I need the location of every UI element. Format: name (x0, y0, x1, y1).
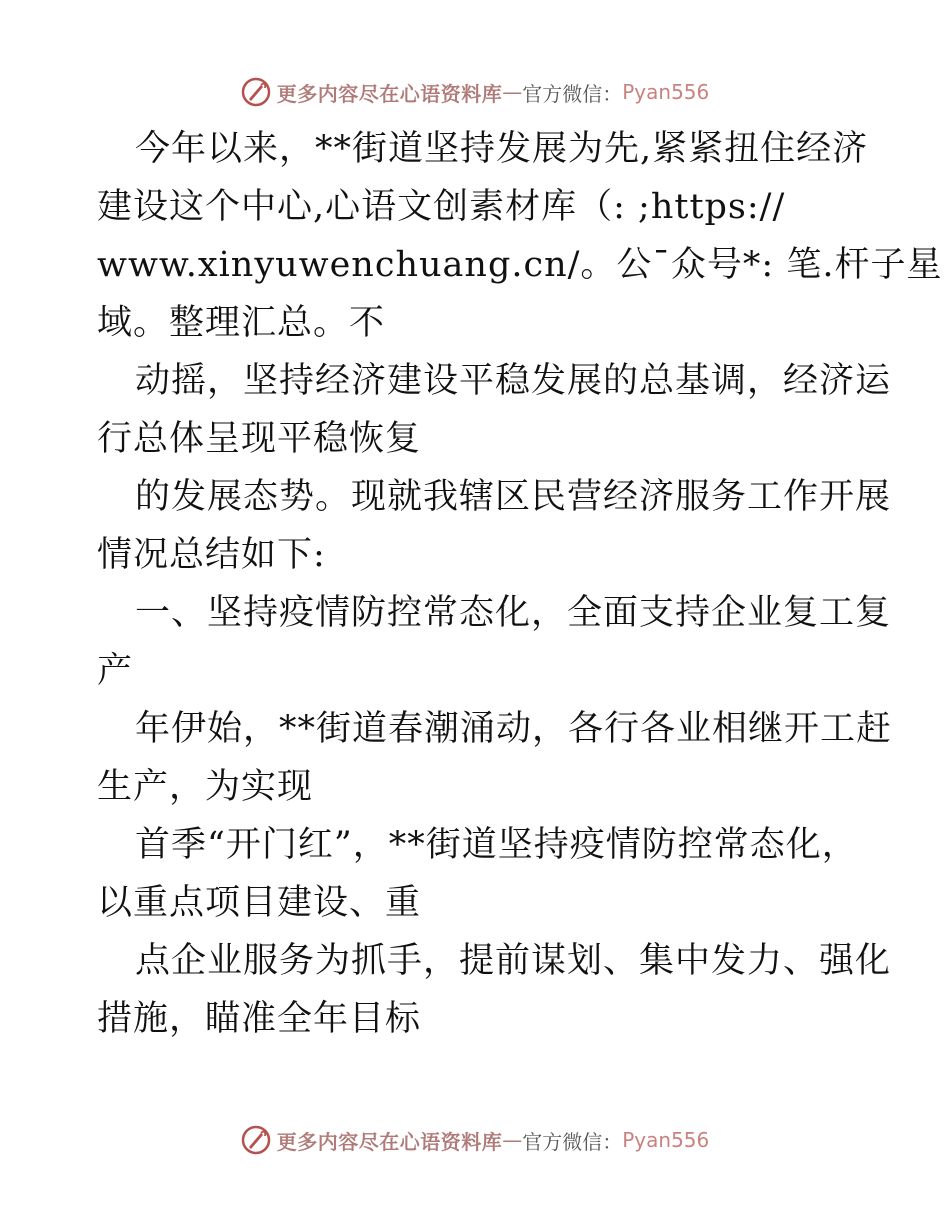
banner-separator: — (502, 80, 523, 104)
paragraph-line: 行总体呈现平稳恢复 (97, 419, 422, 459)
banner-separator: — (502, 1128, 523, 1152)
paragraph-line: www.xinyuwenchuang.cn/。公¯众号*: 笔.杆子星 (97, 245, 943, 285)
document-body (97, 120, 943, 1048)
paragraph-line: 今年以来，**街道坚持发展为先,紧紧扭住经济 (135, 129, 869, 169)
paragraph-line: 以重点项目建设、重 (97, 883, 422, 923)
section-heading-line: 一、坚持疫情防控常态化，全面支持企业复工复 (135, 593, 892, 633)
paragraph-line: 情况总结如下: (97, 535, 326, 575)
header-banner (0, 72, 950, 112)
banner-wechat-label: 官方微信： (522, 81, 623, 106)
paragraph-line: 建设这个中心,心语文创素材库（: ;https:// (97, 187, 786, 227)
paragraph-line: 域。整理汇总。不 (97, 303, 386, 343)
banner-text: 更多内容尽在心语资料库 (276, 1129, 503, 1154)
paragraph-line: 动摇，坚持经济建设平稳发展的总基调，经济运 (135, 361, 892, 401)
paragraph-line: 措施，瞄准全年目标 (97, 999, 422, 1039)
paragraph-line: 首季“开门红”，**街道坚持疫情防控常态化， (135, 825, 858, 865)
paragraph-line: 的发展态势。现就我辖区民营经济服务工作开展 (135, 477, 892, 517)
paragraph-line: 生产，为实现 (97, 767, 314, 807)
banner-wechat-id: Pyan556 (622, 80, 710, 104)
footer-banner (0, 1120, 950, 1160)
feather-pen-logo-icon (241, 1125, 271, 1155)
banner-wechat-id: Pyan556 (622, 1128, 710, 1152)
paragraph-line: 年伊始，**街道春潮涌动，各行各业相继开工赶 (135, 709, 893, 749)
section-heading-line: 产 (97, 651, 134, 691)
banner-text: 更多内容尽在心语资料库 (276, 81, 503, 106)
feather-pen-logo-icon (241, 77, 271, 107)
banner-wechat-label: 官方微信： (522, 1129, 623, 1154)
paragraph-line: 点企业服务为抓手，提前谋划、集中发力、强化 (135, 941, 892, 981)
